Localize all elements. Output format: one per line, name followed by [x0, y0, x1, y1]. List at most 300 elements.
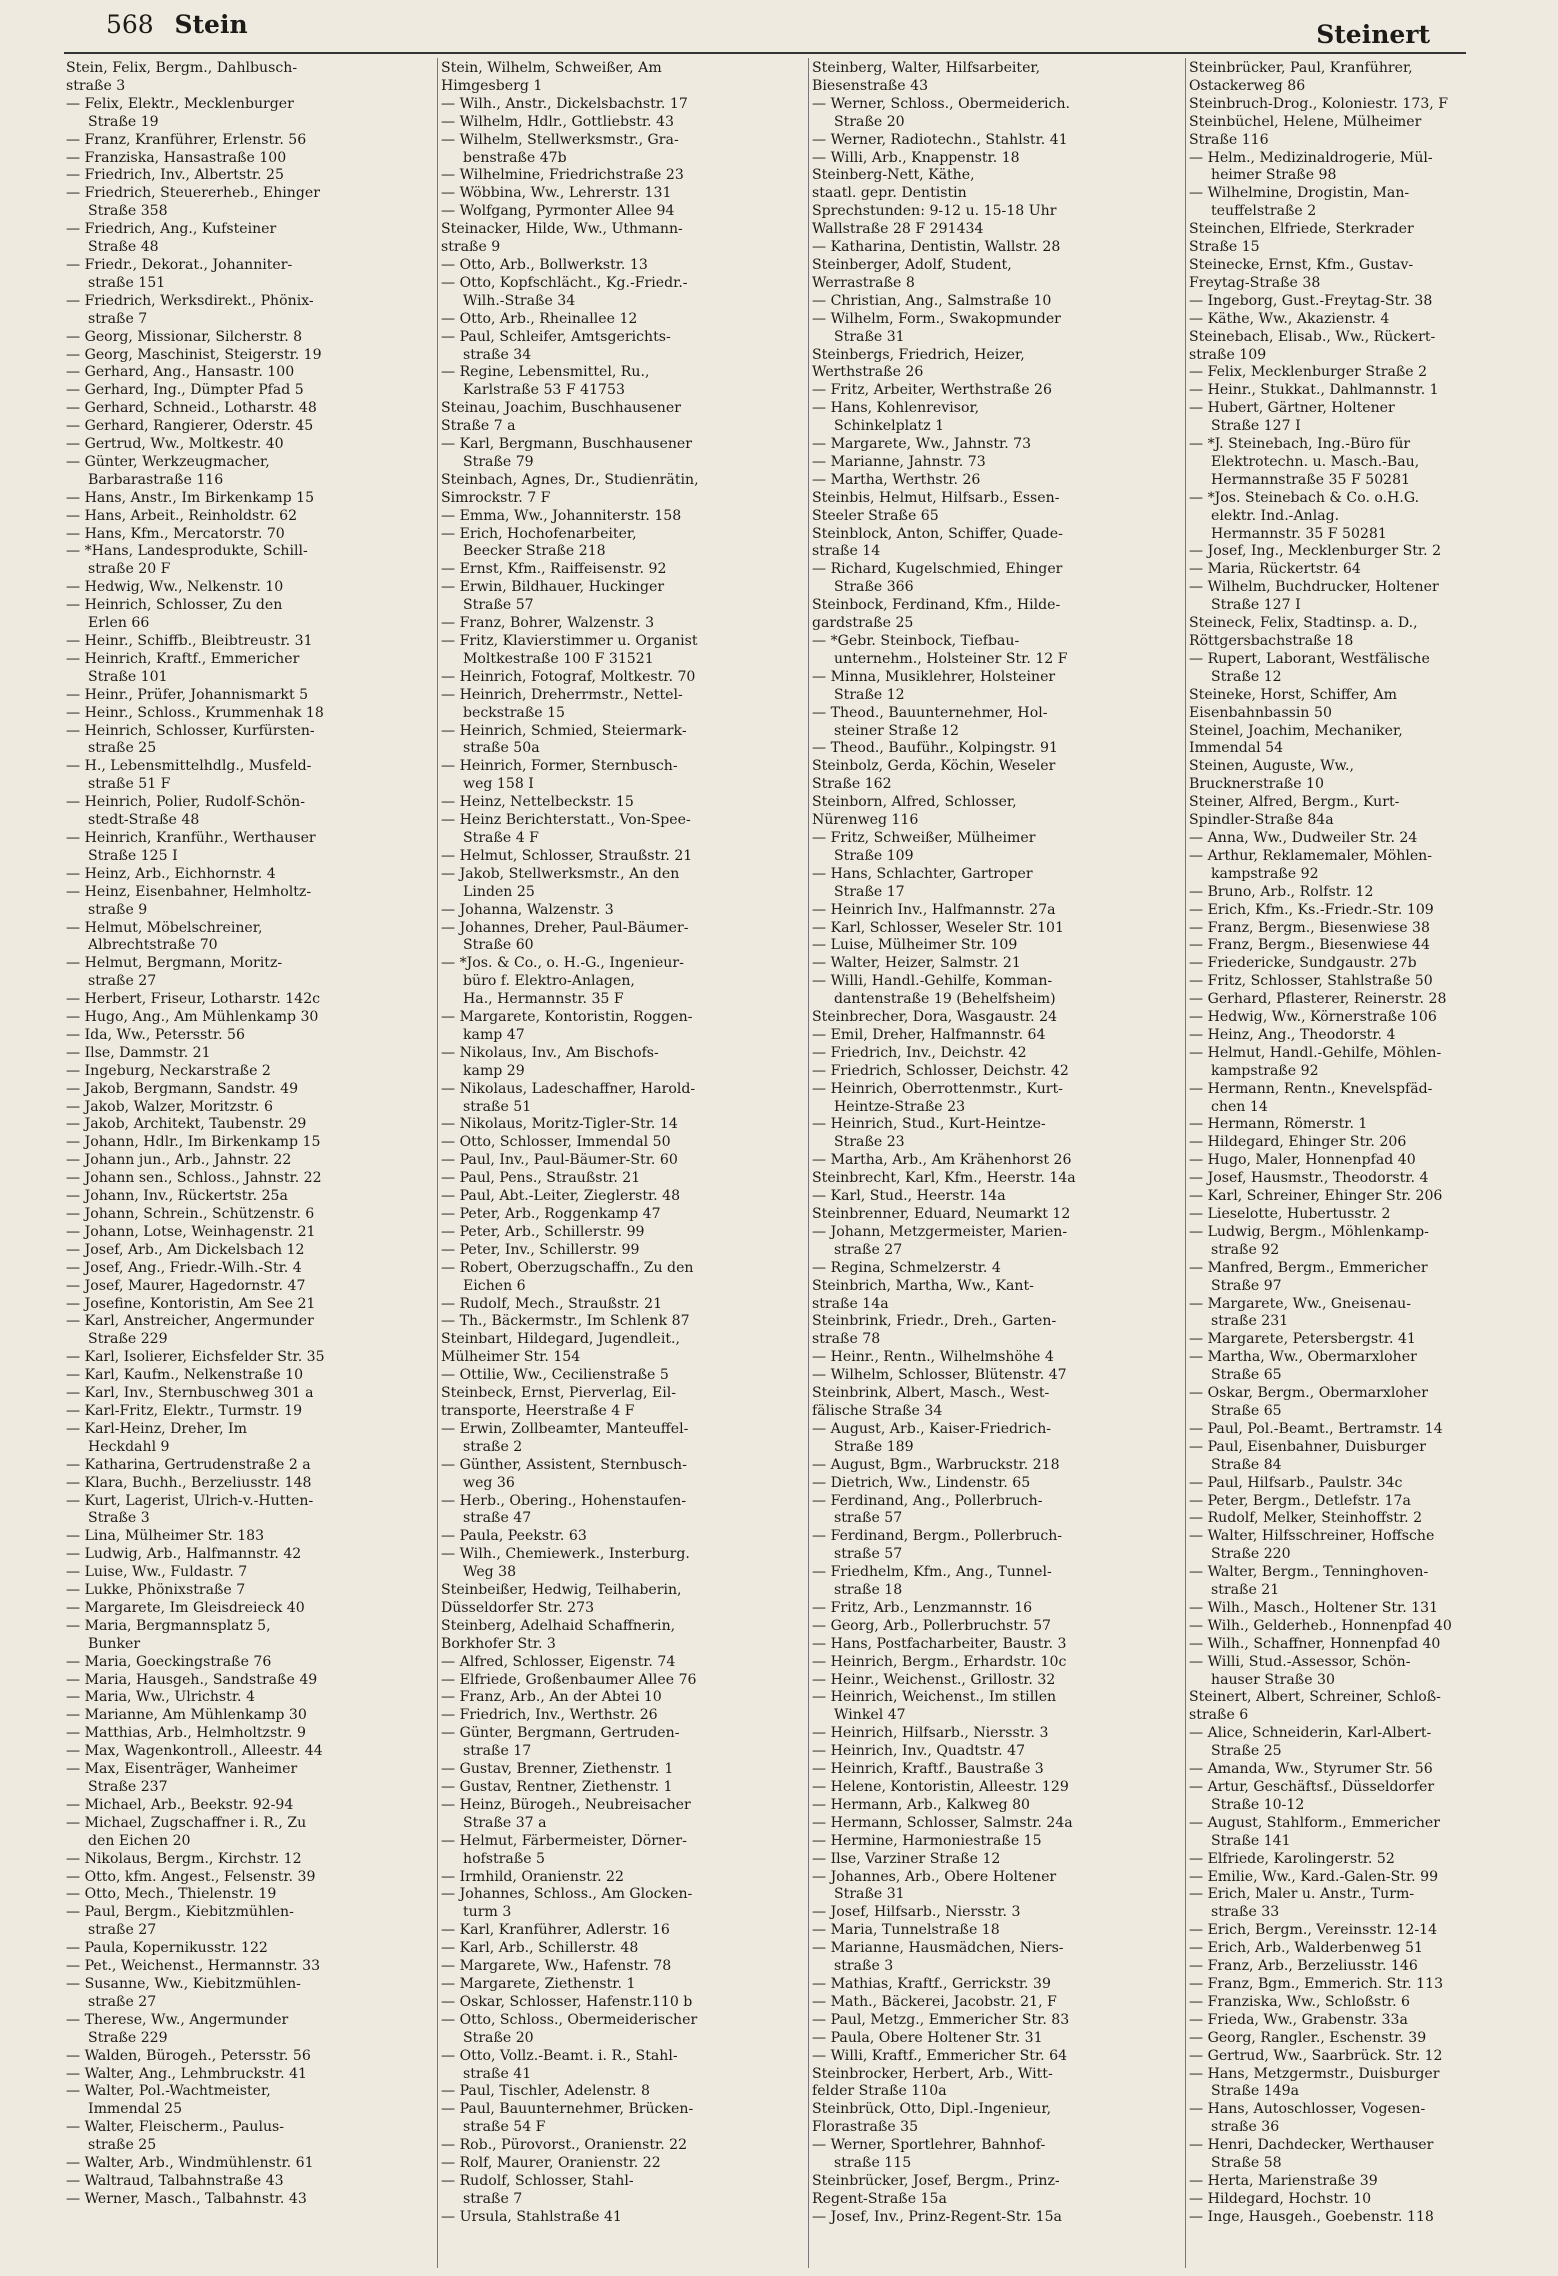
directory-entry: — Helene, Kontoristin, Alleestr. 129 — [812, 1779, 1069, 1795]
directory-entry: — Amanda, Ww., Styrumer Str. 56 — [1189, 1761, 1433, 1778]
directory-entry: — Günther, Assistent, Sternbusch- weg 36 — [441, 1456, 687, 1491]
directory-entry: — Peter, Bergm., Detlefstr. 17a — [1189, 1492, 1411, 1509]
directory-entry: — Karl, Stud., Heerstr. 14a — [812, 1188, 1006, 1205]
directory-entry: — Georg, Arb., Pollerbruchstr. 57 — [812, 1617, 1052, 1634]
directory-entry: — Anna, Ww., Dudweiler Str. 24 — [1189, 829, 1418, 846]
directory-entry: — Karl, Schreiner, Ehinger Str. 206 — [1189, 1188, 1443, 1205]
directory-entry: — Josef, Ang., Friedr.-Wilh.-Str. 4 — [66, 1259, 302, 1276]
directory-entry: — Walter, Pol.-Wachtmeister, Immendal 25 — [66, 2083, 271, 2118]
directory-entry: — Karl, Kaufm., Nelkenstraße 10 — [66, 1367, 304, 1384]
directory-entry: — Otto, Schloss., Obermeiderischer Straße 20 — [441, 2011, 698, 2046]
directory-entry: — Heinz, Nettelbeckstr. 15 — [441, 794, 634, 811]
directory-entry: — Wilhelmine, Drogistin, Man- teuffelstraße 2 — [1189, 185, 1410, 220]
directory-entry: — Karl-Heinz, Dreher, Im Heckdahl 9 — [66, 1420, 247, 1455]
directory-entry: — Karl, Bergmann, Buschhausener Straße 79 — [441, 436, 692, 470]
directory-entry: — Franz, Bgm., Emmerich. Str. 113 — [1189, 1975, 1444, 1992]
directory-entry: — Wilhelm, Form., Swakopmunder Straße 31 — [812, 310, 1061, 345]
directory-entry: — Karl-Fritz, Elektr., Turmstr. 19 — [66, 1402, 303, 1419]
directory-entry: — Josef, Arb., Am Dickelsbach 12 — [66, 1241, 305, 1258]
directory-entry: — Heinrich, Schlosser, Kurfürsten- straße 25 — [66, 722, 315, 757]
directory-entry: — Friedr., Dekorat., Johanniter- straße 151 — [66, 256, 293, 291]
directory-entry: — Gertrud, Ww., Moltkestr. 40 — [66, 436, 284, 453]
directory-entry: — Friedrich, Inv., Albertstr. 25 — [66, 167, 284, 184]
directory-entry: — Jakob, Stellwerksmstr., An den Linden 25 — [441, 865, 680, 900]
directory-entry: — Gerhard, Ang., Hansastr. 100 — [66, 364, 295, 381]
directory-entry: — Gustav, Brenner, Ziethenstr. 1 — [441, 1761, 674, 1778]
directory-entry: Steinbergs, Friedrich, Heizer, Werthstraße 26 — [812, 346, 1025, 381]
directory-entry: — Otto, Kopfschlächt., Kg.-Friedr.- Wilh.-Straße 34 — [441, 274, 688, 309]
directory-entry: Steinbrink, Friedr., Dreh., Garten- straße 78 — [812, 1313, 1057, 1348]
directory-entry: — Nikolaus, Inv., Am Bischofs- kamp 29 — [441, 1044, 659, 1079]
directory-entry: — Margarete, Petersbergstr. 41 — [1189, 1331, 1416, 1348]
directory-entry: — Werner, Radiotechn., Stahlstr. 41 — [812, 131, 1068, 148]
directory-entry: Steinblock, Anton, Schiffer, Quade- straße 14 — [812, 525, 1063, 560]
directory-entry: — Heinrich, Kraftf., Emmericher Straße 101 — [66, 650, 300, 685]
directory-entry: — Heinrich, Kraftf., Baustraße 3 — [812, 1761, 1044, 1778]
directory-entry: Steinbrink, Albert, Masch., West- fälische Straße 34 — [812, 1385, 1050, 1419]
directory-entry: — *Jos. Steinebach & Co. o.H.G. elektr. Ind.-Anlag. Hermannstr. 35 F 50281 — [1189, 489, 1420, 542]
directory-entry: — Johann, Hdlr., Im Birkenkamp 15 — [66, 1134, 321, 1151]
directory-entry: — Felix, Elektr., Mecklenburger Straße 19 — [66, 95, 294, 130]
column-divider — [808, 58, 809, 2268]
directory-entry: — Hugo, Maler, Honnenpfad 40 — [1189, 1152, 1416, 1169]
directory-entry: — Heinrich, Schlosser, Zu den Erlen 66 — [66, 597, 283, 632]
directory-entry: — Gertrud, Ww., Saarbrück. Str. 12 — [1189, 2047, 1443, 2064]
directory-entry: — Heinz, Eisenbahner, Helmholtz- straße 9 — [66, 883, 312, 918]
directory-entry: — Heinr., Schiffb., Bleibtreustr. 31 — [66, 633, 313, 649]
directory-entry: — Maria, Hausgeh., Sandstraße 49 — [66, 1671, 318, 1688]
directory-entry: — Hans, Postfacharbeiter, Baustr. 3 — [812, 1635, 1067, 1652]
directory-entry: Steinborn, Alfred, Schlosser, Nürenweg 116 — [812, 794, 1017, 829]
directory-entry: — Th., Bäckermstr., Im Schlenk 87 — [441, 1313, 690, 1330]
directory-entry: — Heinr., Stukkat., Dahlmannstr. 1 — [1189, 382, 1439, 399]
directory-entry: Steinbolz, Gerda, Köchin, Weseler Straße 162 — [812, 758, 1056, 793]
directory-entry: — Heinrich, Fotograf, Moltkestr. 70 — [441, 668, 696, 685]
directory-entry: Steinbrücker, Paul, Kranführer, Ostackerweg 86 — [1189, 60, 1413, 94]
directory-entry: — Hubert, Gärtner, Holtener Straße 127 I — [1189, 400, 1395, 435]
directory-entry: Steinbis, Helmut, Hilfsarb., Essen- Steeler Straße 65 — [812, 489, 1060, 524]
directory-entry: — Heinrich, Kranführ., Werthauser Straße 125 I — [66, 829, 316, 864]
directory-entry: — Josef, Inv., Prinz-Regent-Str. 15a — [812, 2208, 1062, 2225]
directory-entry: — Jakob, Walzer, Moritzstr. 6 — [66, 1098, 273, 1115]
directory-entry: — Herta, Marienstraße 39 — [1189, 2172, 1378, 2189]
directory-entry: — Ernst, Kfm., Raiffeisenstr. 92 — [441, 561, 667, 578]
directory-entry: — Willi, Arb., Knappenstr. 18 — [812, 149, 1020, 166]
directory-entry: — Heinrich Inv., Halfmannstr. 27a — [812, 901, 1056, 918]
directory-entry: — Gerhard, Rangierer, Oderstr. 45 — [66, 418, 314, 435]
directory-entry: — Heinz, Ang., Theodorstr. 4 — [1189, 1026, 1396, 1043]
directory-entry: — Fritz, Klavierstimmer u. Organist Moltkestraße 100 F 31521 — [441, 633, 698, 667]
directory-entry: — Ottilie, Ww., Cecilienstraße 5 — [441, 1367, 669, 1384]
directory-entry: — Ursula, Stahlstraße 41 — [441, 2208, 622, 2225]
directory-entry: — Rolf, Maurer, Oranienstr. 22 — [441, 2155, 661, 2172]
directory-entry: — Paul, Pol.-Beamt., Bertramstr. 14 — [1189, 1420, 1443, 1437]
column-divider — [1185, 58, 1186, 2268]
directory-entry: — Marianne, Jahnstr. 73 — [812, 453, 986, 470]
directory-entry: — Ludwig, Bergm., Möhlenkamp- straße 92 — [1189, 1223, 1429, 1258]
directory-entry: — Ida, Ww., Petersstr. 56 — [66, 1026, 245, 1043]
directory-entry: — Heinrich, Hilfsarb., Niersstr. 3 — [812, 1725, 1049, 1742]
directory-entry: Stein, Felix, Bergm., Dahlbusch- straße 3 — [66, 60, 298, 94]
directory-entry: — Heinr., Schloss., Krummenhak 18 — [66, 704, 324, 721]
directory-entry: — H., Lebensmittelhdlg., Musfeld- straße 51 F — [66, 758, 312, 793]
directory-entry: — Ferdinand, Ang., Pollerbruch- straße 57 — [812, 1492, 1043, 1527]
directory-entry: — Erich, Bergm., Vereinsstr. 12-14 — [1189, 1922, 1438, 1939]
directory-entry: — Wilh., Gelderheb., Honnenpfad 40 — [1189, 1617, 1452, 1634]
directory-entry: — Ilse, Varziner Straße 12 — [812, 1850, 1001, 1867]
directory-entry: — Max, Wagenkontroll., Alleestr. 44 — [66, 1743, 323, 1760]
directory-entry: — Walter, Ang., Lehmbruckstr. 41 — [66, 2065, 308, 2082]
directory-entry: — Otto, Arb., Bollwerkstr. 13 — [441, 256, 648, 273]
directory-entry: — Hildegard, Ehinger Str. 206 — [1189, 1134, 1407, 1151]
directory-entry: Steinbrecht, Karl, Kfm., Heerstr. 14a — [812, 1170, 1076, 1187]
directory-entry: Steinberg, Walter, Hilfsarbeiter, Biesenstraße 43 — [812, 60, 1041, 94]
directory-entry: — Georg, Maschinist, Steigerstr. 19 — [66, 346, 322, 363]
directory-entry: — Regine, Lebensmittel, Ru., Karlstraße 53 F 41753 — [441, 364, 650, 399]
directory-entry: — Fritz, Arb., Lenzmannstr. 16 — [812, 1599, 1033, 1616]
directory-entry: — August, Arb., Kaiser-Friedrich- Straße 189 — [812, 1420, 1052, 1455]
directory-entry: — Elfriede, Großenbaumer Allee 76 — [441, 1671, 697, 1688]
directory-entry: — Martha, Ww., Obermarxloher Straße 65 — [1189, 1349, 1417, 1384]
directory-entry: — Peter, Arb., Roggenkamp 47 — [441, 1206, 661, 1222]
directory-entry: — Gerhard, Pflasterer, Reinerstr. 28 — [1189, 991, 1447, 1008]
directory-entry: — Maria, Bergmannsplatz 5, Bunker — [66, 1617, 271, 1652]
directory-entry: — Oskar, Schlosser, Hafenstr.110 b — [441, 1993, 693, 2010]
directory-entry: — Ferdinand, Bergm., Pollerbruch- straße 57 — [812, 1528, 1063, 1563]
directory-entry: Steinau, Joachim, Buschhausener Straße 7 a — [441, 400, 681, 435]
directory-entry: — Paul, Hilfsarb., Paulstr. 34c — [1189, 1474, 1403, 1491]
directory-entry: — Katharina, Gertrudenstraße 2 a — [66, 1456, 311, 1473]
directory-entry: — Paul, Inv., Paul-Bäumer-Str. 60 — [441, 1152, 678, 1169]
directory-column-4 — [1189, 60, 1553, 2265]
directory-entry: — Hermine, Harmoniestraße 15 — [812, 1832, 1042, 1849]
directory-entry: Steinbruch-Drog., Koloniestr. 173, F — [1189, 95, 1449, 112]
directory-entry: — Kurt, Lagerist, Ulrich-v.-Hutten- Straße 3 — [66, 1492, 314, 1527]
directory-entry: Steinbeißer, Hedwig, Teilhaberin, Düsseldorfer Str. 273 — [441, 1582, 682, 1616]
directory-entry: — Waltraud, Talbahnstraße 43 — [66, 2172, 284, 2189]
directory-entry: — Paul, Bauunternehmer, Brücken- straße 54 F — [441, 2101, 694, 2136]
directory-entry: — Werner, Schloss., Obermeiderich. Straße 20 — [812, 95, 1071, 130]
directory-entry: — Friedrich, Ang., Kufsteiner Straße 48 — [66, 221, 277, 256]
directory-entry: — Helmut, Schlosser, Straußstr. 21 — [441, 847, 693, 864]
directory-entry: — *Jos. & Co., o. H.-G., Ingenieur- büro f. Elektro-Anlagen, Ha., Hermannstr. 35 F — [441, 955, 684, 1008]
directory-entry: — Johann sen., Schloss., Jahnstr. 22 — [66, 1170, 322, 1187]
directory-entry: — Helmut, Bergmann, Moritz- straße 27 — [66, 955, 283, 990]
directory-entry: — Heinrich, Schmied, Steiermark- straße 50a — [441, 722, 687, 757]
directory-entry: — Theod., Bauführ., Kolpingstr. 91 — [812, 740, 1058, 757]
directory-entry: — August, Bgm., Warbruckstr. 218 — [812, 1456, 1060, 1473]
directory-entry: Steinbüchel, Helene, Mülheimer Straße 116 — [1189, 113, 1422, 148]
directory-entry: Steinbrück, Otto, Dipl.-Ingenieur, Florastraße 35 — [812, 2101, 1052, 2136]
directory-entry: — Paul, Bergm., Kiebitzmühlen- straße 27 — [66, 1904, 294, 1939]
directory-entry: — Margarete, Ww., Gneisenau- straße 231 — [1189, 1295, 1412, 1330]
directory-entry: — Günter, Bergmann, Gertruden- straße 17 — [441, 1725, 680, 1760]
directory-entry: — Michael, Arb., Beekstr. 92-94 — [66, 1796, 294, 1813]
directory-entry: — Maria, Tunnelstraße 18 — [812, 1922, 1000, 1939]
directory-entry: — Hermann, Rentn., Knevelspfäd- chen 14 — [1189, 1080, 1433, 1115]
directory-entry: — Paula, Kopernikusstr. 122 — [66, 1940, 268, 1957]
directory-entry: — Franz, Arb., An der Abtei 10 — [441, 1689, 662, 1706]
directory-entry: — Maria, Goeckingstraße 76 — [66, 1653, 272, 1670]
directory-entry: Steinberg-Nett, Käthe, staatl. gepr. Dentistin Sprechstunden: 9-12 u. 15-18 Uhr Wallstraße 28 F 291434 — [812, 167, 1057, 238]
directory-entry: Steinchen, Elfriede, Sterkrader Straße 15 — [1189, 221, 1414, 256]
directory-entry: Steineke, Horst, Schiffer, Am Eisenbahnbassin 50 — [1189, 686, 1397, 721]
directory-entry: — Josef, Ing., Mecklenburger Str. 2 — [1189, 543, 1442, 560]
directory-entry: — Oskar, Bergm., Obermarxloher Straße 65 — [1189, 1385, 1428, 1419]
directory-entry: — Ludwig, Arb., Halfmannstr. 42 — [66, 1546, 302, 1563]
directory-entry: — Otto, Vollz.-Beamt. i. R., Stahl- straße 41 — [441, 2047, 678, 2082]
directory-column-1 — [66, 60, 430, 2265]
directory-entry: — Karl, Schlosser, Weseler Str. 101 — [812, 919, 1064, 936]
directory-entry: — Werner, Sportlehrer, Bahnhof- straße 115 — [812, 2137, 1046, 2172]
directory-entry: — Franz, Kranführer, Erlenstr. 56 — [66, 131, 307, 148]
directory-entry: — Hans, Arbeit., Reinholdstr. 62 — [66, 507, 298, 524]
directory-entry: Steinbrücker, Josef, Bergm., Prinz- Regent-Straße 15a — [812, 2172, 1060, 2207]
directory-entry: — Paul, Pens., Straußstr. 21 — [441, 1170, 641, 1187]
directory-entry: — Franz, Bergm., Biesenwiese 38 — [1189, 919, 1430, 936]
directory-entry: — Hedwig, Ww., Nelkenstr. 10 — [66, 579, 284, 596]
directory-entry: — Inge, Hausgeh., Goebenstr. 118 — [1189, 2208, 1434, 2225]
directory-entry: — Christian, Ang., Salmstraße 10 — [812, 292, 1052, 309]
directory-entry: Steinbeck, Ernst, Pierverlag, Eil- transporte, Heerstraße 4 F — [441, 1385, 677, 1419]
directory-entry: — Max, Eisenträger, Wanheimer Straße 237 — [66, 1761, 298, 1795]
directory-entry: — Erwin, Zollbeamter, Manteuffel- straße 2 — [441, 1420, 689, 1455]
directory-entry: — Margarete, Ziethenstr. 1 — [441, 1975, 636, 1992]
directory-entry: — Wilhelm, Stellwerksmstr., Gra- benstraße 47b — [441, 131, 679, 166]
header-right-title: Steinert — [1316, 20, 1430, 49]
directory-entry: — Johann, Inv., Rückertstr. 25a — [66, 1188, 288, 1205]
directory-entry: Steinbrenner, Eduard, Neumarkt 12 — [812, 1206, 1071, 1222]
directory-entry: — Margarete, Ww., Hafenstr. 78 — [441, 1958, 672, 1975]
directory-entry: — Paula, Obere Holtener Str. 31 — [812, 2029, 1043, 2046]
directory-entry: — Heinz, Arb., Eichhornstr. 4 — [66, 865, 276, 882]
directory-entry: — Frieda, Ww., Grabenstr. 33a — [1189, 2011, 1408, 2028]
directory-entry: — Wilh., Anstr., Dickelsbachstr. 17 — [441, 95, 688, 112]
directory-entry: — Hans, Schlachter, Gartroper Straße 17 — [812, 865, 1033, 900]
directory-entry: — Erich, Hochofenarbeiter, Beecker Straße 218 — [441, 525, 637, 560]
directory-entry: Steinebach, Elisab., Ww., Rückert- straße 109 — [1189, 328, 1436, 363]
directory-entry: — Lina, Mülheimer Str. 183 — [66, 1528, 265, 1545]
directory-entry: — Lukke, Phönixstraße 7 — [66, 1582, 246, 1599]
directory-entry: — Franz, Arb., Berzeliusstr. 146 — [1189, 1958, 1418, 1975]
directory-entry: — Theod., Bauunternehmer, Hol- steiner Straße 12 — [812, 704, 1048, 739]
directory-entry: — Willi, Stud.-Assessor, Schön- hauser Straße 30 — [1189, 1653, 1411, 1688]
directory-entry: — Pet., Weichenst., Hermannstr. 33 — [66, 1958, 321, 1975]
directory-entry: — Bruno, Arb., Rolfstr. 12 — [1189, 883, 1374, 900]
directory-entry: — Josef, Maurer, Hagedornstr. 47 — [66, 1277, 306, 1294]
directory-entry: — Walden, Bürogeh., Petersstr. 56 — [66, 2047, 311, 2064]
directory-entry: — Josef, Hausmstr., Theodorstr. 4 — [1189, 1170, 1429, 1187]
directory-entry: — Hildegard, Hochstr. 10 — [1189, 2190, 1372, 2207]
directory-entry: — Heinrich, Inv., Quadtstr. 47 — [812, 1743, 1026, 1760]
directory-entry: — Karl, Anstreicher, Angermunder Straße 229 — [66, 1313, 314, 1348]
directory-entry: — Heinr., Weichenst., Grillostr. 32 — [812, 1671, 1056, 1688]
directory-entry: — Johannes, Arb., Obere Holtener Straße 31 — [812, 1868, 1057, 1903]
directory-entry: — Jakob, Bergmann, Sandstr. 49 — [66, 1080, 299, 1097]
directory-entry: — August, Stahlform., Emmericher Straße 141 — [1189, 1814, 1440, 1849]
directory-entry: — Willi, Kraftf., Emmericher Str. 64 — [812, 2047, 1068, 2064]
column-divider — [437, 58, 438, 2268]
directory-entry: — Heinrich, Stud., Kurt-Heintze- Straße 23 — [812, 1116, 1046, 1151]
directory-entry: — Nikolaus, Ladeschaffner, Harold- straße 51 — [441, 1080, 696, 1115]
directory-entry: — Peter, Inv., Schillerstr. 99 — [441, 1241, 640, 1258]
directory-entry: — Erich, Kfm., Ks.-Friedr.-Str. 109 — [1189, 901, 1434, 918]
directory-entry: — Margarete, Kontoristin, Roggen- kamp 47 — [441, 1009, 693, 1043]
directory-entry: — Johann jun., Arb., Jahnstr. 22 — [66, 1152, 292, 1169]
directory-entry: — Wilhelmine, Friedrichstraße 23 — [441, 167, 684, 184]
directory-column-3 — [812, 60, 1176, 2265]
directory-entry: — Johann, Metzgermeister, Marien- straße 27 — [812, 1223, 1068, 1258]
directory-entry: — Richard, Kugelschmied, Ehinger Straße 366 — [812, 561, 1063, 596]
directory-entry: — Wolfgang, Pyrmonter Allee 94 — [441, 203, 675, 220]
directory-entry: — Henri, Dachdecker, Werthauser Straße 58 — [1189, 2137, 1434, 2172]
directory-entry: — Heinr., Rentn., Wilhelmshöhe 4 — [812, 1349, 1054, 1366]
header-rule — [64, 52, 1466, 54]
directory-entry: Stein, Wilhelm, Schweißer, Am Himgesberg 1 — [441, 60, 662, 94]
directory-entry: — *Gebr. Steinbock, Tiefbau- unternehm., Holsteiner Str. 12 F — [812, 633, 1068, 667]
directory-entry: Steinbach, Agnes, Dr., Studienrätin, Simrockstr. 7 F — [441, 471, 699, 506]
directory-entry: — Franziska, Hansastraße 100 — [66, 149, 287, 166]
directory-entry: — Katharina, Dentistin, Wallstr. 28 — [812, 239, 1061, 256]
page-number: 568 — [106, 10, 154, 39]
directory-entry: — Fritz, Schlosser, Stahlstraße 50 — [1189, 973, 1433, 990]
directory-entry: — Helm., Medizinaldrogerie, Mül- heimer Straße 98 — [1189, 149, 1433, 184]
directory-entry: — Gerhard, Ing., Dümpter Pfad 5 — [66, 382, 304, 399]
directory-entry: — Otto, Arb., Rheinallee 12 — [441, 310, 638, 327]
directory-entry: — Martha, Werthstr. 26 — [812, 471, 981, 488]
directory-entry: — Elfriede, Karolingerstr. 52 — [1189, 1850, 1395, 1867]
directory-entry: Steinen, Auguste, Ww., Brucknerstraße 10 — [1189, 758, 1355, 793]
directory-entry: — Nikolaus, Moritz-Tigler-Str. 14 — [441, 1116, 678, 1133]
directory-entry: — Helmut, Möbelschreiner, Albrechtstraße 70 — [66, 919, 263, 954]
directory-entry: — Hedwig, Ww., Körnerstraße 106 — [1189, 1009, 1437, 1026]
directory-entry: — Wilh., Schaffner, Honnenpfad 40 — [1189, 1635, 1441, 1652]
directory-entry: — Michael, Zugschaffner i. R., Zu den Eichen 20 — [66, 1814, 307, 1849]
directory-entry: — Emilie, Ww., Kard.-Galen-Str. 99 — [1189, 1868, 1439, 1885]
directory-entry: — Johannes, Schloss., Am Glocken- turm 3 — [441, 1886, 693, 1921]
directory-entry: — Helmut, Färbermeister, Dörner- hofstraße 5 — [441, 1832, 687, 1867]
directory-entry: — Helmut, Handl.-Gehilfe, Möhlen- kampstraße 92 — [1189, 1044, 1442, 1079]
directory-entry: — *Hans, Landesprodukte, Schill- straße 20 F — [66, 543, 308, 578]
directory-entry: — Margarete, Im Gleisdreieck 40 — [66, 1599, 305, 1616]
directory-entry: — Erich, Maler u. Anstr., Turm- straße 33 — [1189, 1886, 1415, 1921]
directory-entry: — Lieselotte, Hubertusstr. 2 — [1189, 1206, 1391, 1222]
directory-entry: Steineck, Felix, Stadtinsp. a. D., Röttgersbachstraße 18 — [1189, 615, 1418, 649]
directory-entry: Steinbrich, Martha, Ww., Kant- straße 14a — [812, 1277, 1034, 1312]
directory-entry: — Johanna, Walzenstr. 3 — [441, 901, 614, 918]
directory-entry: — Margarete, Ww., Jahnstr. 73 — [812, 436, 1032, 453]
directory-entry: Steinert, Albert, Schreiner, Schloß- straße 6 — [1189, 1689, 1441, 1724]
directory-entry: — Walter, Bergm., Tenninghoven- straße 21 — [1189, 1564, 1429, 1599]
directory-entry: — Ilse, Dammstr. 21 — [66, 1044, 211, 1061]
directory-entry: — Günter, Werkzeugmacher, Barbarastraße 116 — [66, 453, 270, 488]
directory-entry: — Therese, Ww., Angermunder Straße 229 — [66, 2011, 289, 2046]
directory-entry: — Georg, Missionar, Silcherstr. 8 — [66, 328, 303, 345]
directory-entry: Steinecke, Ernst, Kfm., Gustav- Freytag-Straße 38 — [1189, 256, 1414, 291]
directory-entry: Steinberger, Adolf, Student, Werrastraße 8 — [812, 256, 1012, 291]
directory-entry: — Otto, Schlosser, Immendal 50 — [441, 1134, 671, 1151]
directory-entry: — Minna, Musiklehrer, Holsteiner Straße 12 — [812, 668, 1056, 703]
directory-entry: — Wöbbina, Ww., Lehrerstr. 131 — [441, 185, 672, 202]
directory-entry: — Willi, Handl.-Gehilfe, Komman- dantenstraße 19 (Behelfsheim) — [812, 973, 1056, 1008]
directory-entry: — Karl, Arb., Schillerstr. 48 — [441, 1940, 639, 1957]
directory-entry: — Franziska, Ww., Schloßstr. 6 — [1189, 1993, 1410, 2010]
directory-entry: — Emma, Ww., Johanniterstr. 158 — [441, 507, 682, 524]
directory-entry: — Emil, Dreher, Halfmannstr. 64 — [812, 1026, 1046, 1043]
directory-entry: — Friedericke, Sundgaustr. 27b — [1189, 955, 1417, 972]
directory-entry: — Franz, Bergm., Biesenwiese 44 — [1189, 937, 1430, 954]
directory-entry: — Josefine, Kontoristin, Am See 21 — [66, 1295, 316, 1312]
directory-entry: — Walter, Arb., Windmühlenstr. 61 — [66, 2155, 314, 2172]
directory-entry: — Irmhild, Oranienstr. 22 — [441, 1868, 624, 1885]
directory-entry: — Karl, Isolierer, Eichsfelder Str. 35 — [66, 1349, 325, 1366]
directory-entry: — Otto, Mech., Thielenstr. 19 — [66, 1886, 277, 1903]
directory-entry: — Rupert, Laborant, Westfälische Straße 12 — [1189, 650, 1430, 685]
directory-entry: — Hermann, Arb., Kalkweg 80 — [812, 1796, 1031, 1813]
directory-entry: — Hans, Kfm., Mercatorstr. 70 — [66, 525, 285, 542]
directory-entry: Steinberg, Adelhaid Schaffnerin, Borkhofer Str. 3 — [441, 1617, 676, 1652]
directory-entry: — Käthe, Ww., Akazienstr. 4 — [1189, 310, 1390, 327]
directory-entry: — Hans, Metzgermstr., Duisburger Straße 149a — [1189, 2065, 1440, 2100]
directory-entry: — Rudolf, Mech., Straußstr. 21 — [441, 1295, 663, 1312]
directory-entry: — Otto, kfm. Angest., Felsenstr. 39 — [66, 1868, 316, 1885]
directory-entry: — Friedrich, Inv., Deichstr. 42 — [812, 1044, 1027, 1061]
directory-entry: — Paul, Metzg., Emmericher Str. 83 — [812, 2011, 1070, 2028]
directory-entry: — Johann, Lotse, Weinhagenstr. 21 — [66, 1223, 316, 1240]
directory-entry: — Hermann, Römerstr. 1 — [1189, 1116, 1368, 1133]
directory-entry: — Hans, Autoschlosser, Vogesen- straße 36 — [1189, 2101, 1426, 2136]
directory-entry: — Susanne, Ww., Kiebitzmühlen- straße 27 — [66, 1975, 301, 2010]
directory-entry: — Klara, Buchh., Berzeliusstr. 148 — [66, 1474, 312, 1491]
directory-entry: — Maria, Ww., Ulrichstr. 4 — [66, 1689, 255, 1706]
directory-entry: — Hermann, Schlosser, Salmstr. 24a — [812, 1814, 1073, 1831]
directory-entry: — Robert, Oberzugschaffn., Zu den Eichen 6 — [441, 1259, 694, 1294]
directory-entry: — Artur, Geschäftsf., Düsseldorfer Straße 10-12 — [1189, 1779, 1435, 1813]
directory-entry: — Martha, Arb., Am Krähenhorst 26 — [812, 1152, 1072, 1169]
directory-entry: — Wilhelm, Schlosser, Blütenstr. 47 — [812, 1367, 1067, 1384]
directory-entry: — Luise, Mülheimer Str. 109 — [812, 937, 1018, 954]
directory-entry: — Franz, Bohrer, Walzenstr. 3 — [441, 615, 655, 632]
directory-entry: — Heinz, Bürogeh., Neubreisacher Straße 37 a — [441, 1796, 691, 1831]
directory-entry: — Math., Bäckerei, Jacobstr. 21, F — [812, 1993, 1057, 2010]
directory-entry: Steinbrocker, Herbert, Arb., Witt- felder Straße 110a — [812, 2065, 1053, 2100]
directory-entry: — Peter, Arb., Schillerstr. 99 — [441, 1223, 645, 1240]
directory-entry: — Regina, Schmelzerstr. 4 — [812, 1259, 1001, 1276]
directory-entry: — Heinrich, Bergm., Erhardstr. 10c — [812, 1653, 1067, 1670]
directory-entry: — Heinr., Prüfer, Johannismarkt 5 — [66, 686, 309, 703]
directory-entry: — Hans, Anstr., Im Birkenkamp 15 — [66, 489, 315, 506]
directory-entry: — Johann, Schrein., Schützenstr. 6 — [66, 1206, 315, 1222]
directory-entry: — Wilh., Masch., Holtener Str. 131 — [1189, 1599, 1439, 1616]
directory-entry: — Paul, Eisenbahner, Duisburger Straße 84 — [1189, 1438, 1426, 1473]
directory-entry: Steinel, Joachim, Mechaniker, Immendal 54 — [1189, 722, 1403, 757]
directory-entry: — Alice, Schneiderin, Karl-Albert- Straße 25 — [1189, 1725, 1432, 1760]
directory-entry: — Walter, Fleischerm., Paulus- straße 25 — [66, 2119, 285, 2154]
directory-entry: — Friedrich, Steuererheb., Ehinger Straße 358 — [66, 185, 320, 220]
directory-entry: Steinbrecher, Dora, Wasgaustr. 24 — [812, 1009, 1058, 1026]
page-header — [0, 6, 1558, 56]
directory-entry: Steinbart, Hildegard, Jugendleit., Mülheimer Str. 154 — [441, 1331, 681, 1366]
directory-entry: — Heinrich, Oberrottenmstr., Kurt- Heintze-Straße 23 — [812, 1080, 1063, 1115]
directory-entry: — Paula, Peekstr. 63 — [441, 1528, 587, 1545]
directory-entry: — Karl, Inv., Sternbuschweg 301 a — [66, 1385, 314, 1402]
directory-entry: — Mathias, Kraftf., Gerrickstr. 39 — [812, 1975, 1051, 1992]
directory-column-2 — [441, 60, 805, 2265]
directory-entry: — Wilhelm, Hdlr., Gottliebstr. 43 — [441, 113, 674, 130]
directory-entry: — Gustav, Rentner, Ziethenstr. 1 — [441, 1779, 673, 1795]
directory-entry: — Rob., Pürovorst., Oranienstr. 22 — [441, 2137, 688, 2154]
directory-entry: — Friedhelm, Kfm., Ang., Tunnel- straße 18 — [812, 1564, 1052, 1599]
